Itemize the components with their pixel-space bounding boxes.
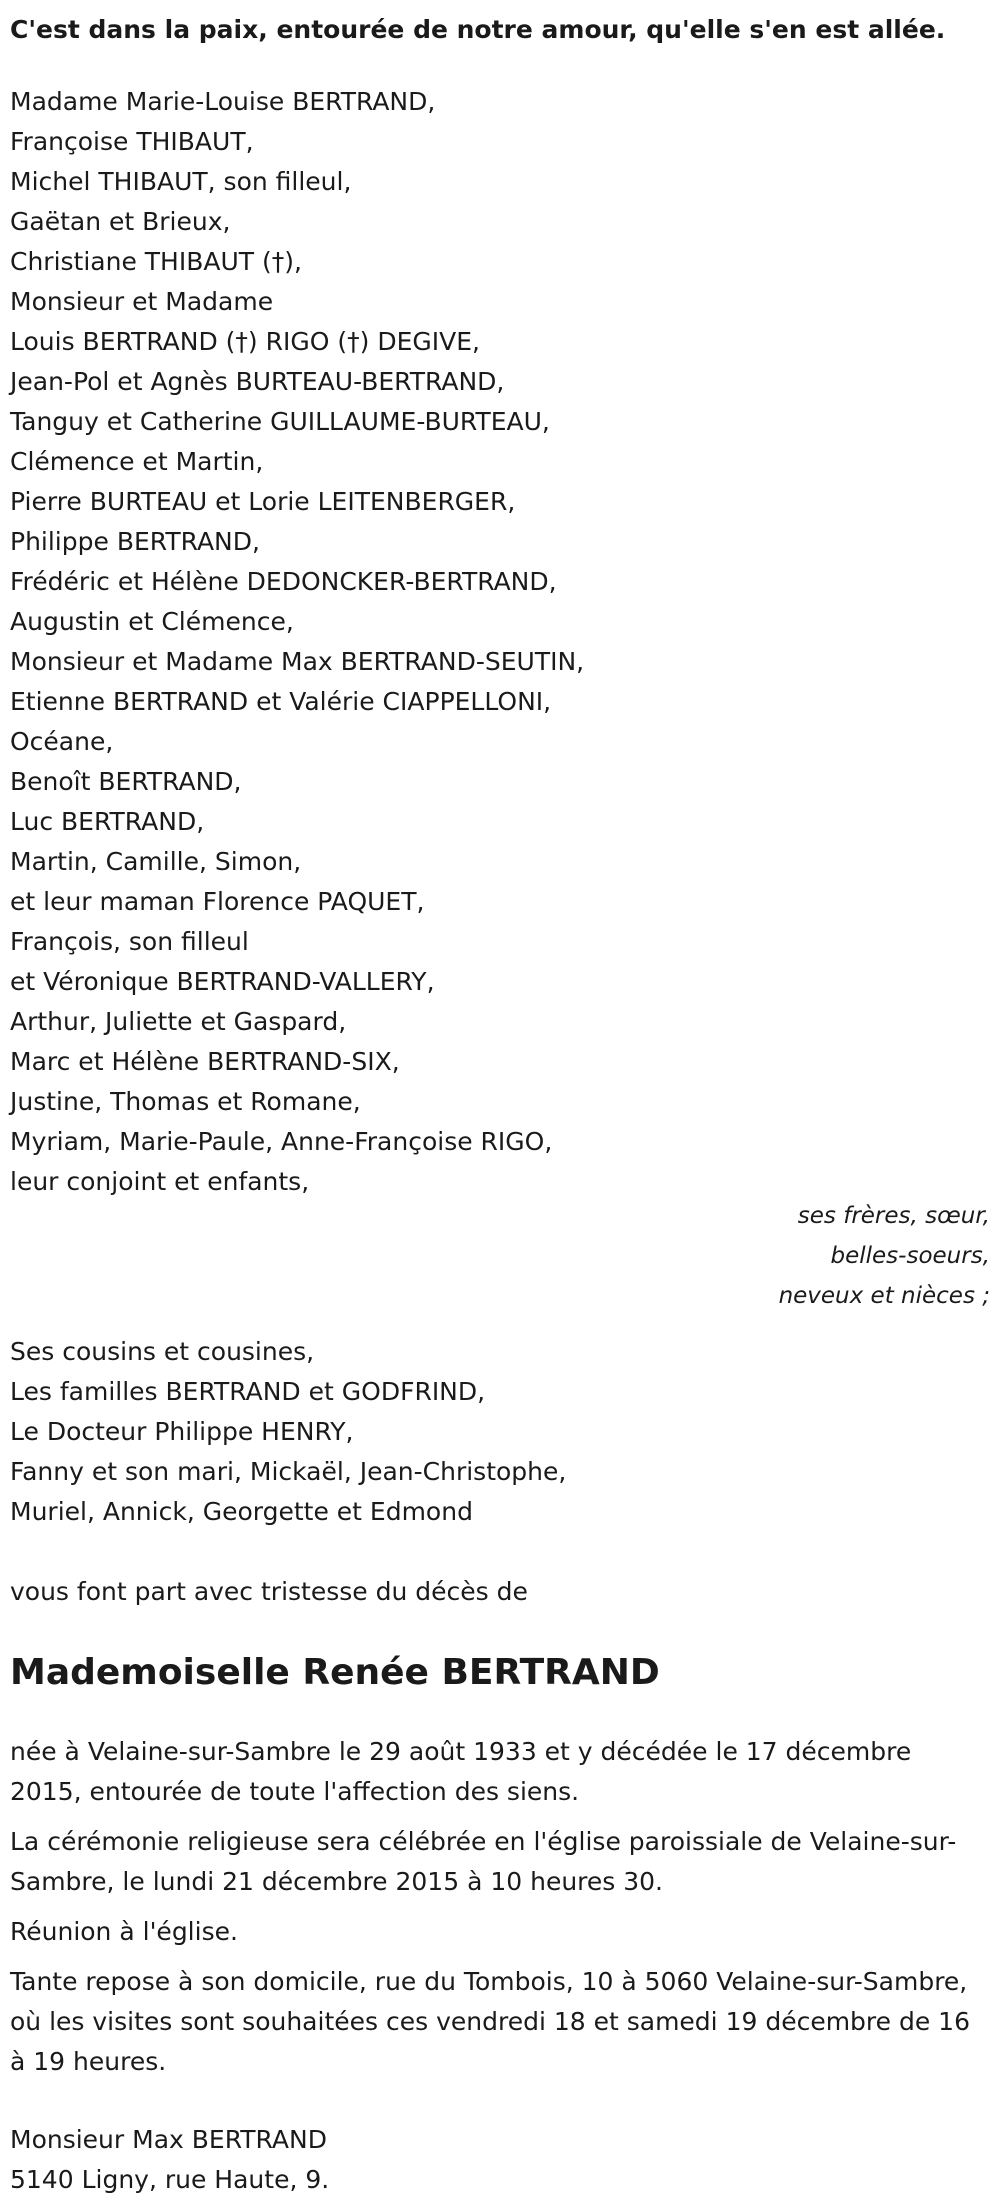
family-line: Augustin et Clémence,: [10, 607, 294, 636]
family-line: Michel THIBAUT, son filleul,: [10, 167, 352, 196]
family-line: Madame Marie-Louise BERTRAND,: [10, 87, 436, 116]
family-line: Tanguy et Catherine GUILLAUME-BURTEAU,: [10, 407, 550, 436]
family-line: Martin, Camille, Simon,: [10, 847, 302, 876]
details: [10, 1732, 990, 2082]
family-line: Etienne BERTRAND et Valérie CIAPPELLONI,: [10, 687, 552, 716]
friends-line: Les familles BERTRAND et GODFRIND,: [10, 1377, 486, 1406]
friends-line: Fanny et son mari, Mickaël, Jean-Christophe,: [10, 1457, 567, 1486]
relations-line: belles-soeurs,: [830, 1243, 990, 1269]
contact-address: [10, 2120, 990, 2200]
family-line: Océane,: [10, 727, 114, 756]
family-line: Arthur, Juliette et Gaspard,: [10, 1007, 347, 1036]
family-line: Monsieur et Madame: [10, 287, 274, 316]
family-line: leur conjoint et enfants,: [10, 1167, 310, 1196]
family-line: Philippe BERTRAND,: [10, 527, 260, 556]
family-line: et Véronique BERTRAND-VALLERY,: [10, 967, 435, 996]
friends-line: Muriel, Annick, Georgette et Edmond: [10, 1497, 473, 1526]
friends-line: Le Docteur Philippe HENRY,: [10, 1417, 354, 1446]
visitation-paragraph: Tante repose à son domicile, rue du Tombois, 10 à 5060 Velaine-sur-Sambre, où les visites sont souhaitées ces vendredi 18 et samedi 19 décembre de 16 à 19 heures.: [10, 1967, 970, 2076]
family-line: Monsieur et Madame Max BERTRAND-SEUTIN,: [10, 647, 585, 676]
relations-line: neveux et nièces ;: [778, 1283, 990, 1309]
family-line: Frédéric et Hélène DEDONCKER-BERTRAND,: [10, 567, 557, 596]
ceremony-paragraph: La cérémonie religieuse sera célébrée en l'église paroissiale de Velaine-sur-Sambre, le lundi 21 décembre 2015 à 10 heures 30.: [10, 1827, 957, 1896]
family-line: Luc BERTRAND,: [10, 807, 205, 836]
family-line: Clémence et Martin,: [10, 447, 264, 476]
family-line: Louis BERTRAND (†) RIGO (†) DEGIVE,: [10, 327, 480, 356]
relations-summary: [10, 1196, 990, 1316]
family-line: Justine, Thomas et Romane,: [10, 1087, 361, 1116]
deceased-name: Mademoiselle Renée BERTRAND: [10, 1652, 660, 1693]
birth-death-paragraph: née à Velaine-sur-Sambre le 29 août 1933 et y décédée le 17 décembre 2015, entourée de toute l'affection des siens.: [10, 1737, 912, 1806]
contact-street: 5140 Ligny, rue Haute, 9.: [10, 2165, 330, 2194]
family-line: Gaëtan et Brieux,: [10, 207, 231, 236]
epigraph: C'est dans la paix, entourée de notre amour, qu'elle s'en est allée.: [10, 15, 946, 44]
family-line: Jean-Pol et Agnès BURTEAU-BERTRAND,: [10, 367, 505, 396]
family-list: [10, 82, 990, 1202]
family-line: Christiane THIBAUT (†),: [10, 247, 302, 276]
obituary-notice: [10, 12, 990, 2200]
family-line: Françoise THIBAUT,: [10, 127, 254, 156]
family-line: François, son filleul: [10, 927, 249, 956]
contact-name: Monsieur Max BERTRAND: [10, 2125, 327, 2154]
family-line: Myriam, Marie-Paule, Anne-Françoise RIGO,: [10, 1127, 553, 1156]
friends-list: [10, 1332, 990, 1532]
announcement: vous font part avec tristesse du décès de: [10, 1577, 528, 1606]
friends-line: Ses cousins et cousines,: [10, 1337, 315, 1366]
relations-line: ses frères, sœur,: [797, 1203, 990, 1229]
family-line: Pierre BURTEAU et Lorie LEITENBERGER,: [10, 487, 516, 516]
family-line: et leur maman Florence PAQUET,: [10, 887, 425, 916]
family-line: Benoît BERTRAND,: [10, 767, 242, 796]
meeting-paragraph: Réunion à l'église.: [10, 1917, 238, 1946]
family-line: Marc et Hélène BERTRAND-SIX,: [10, 1047, 400, 1076]
